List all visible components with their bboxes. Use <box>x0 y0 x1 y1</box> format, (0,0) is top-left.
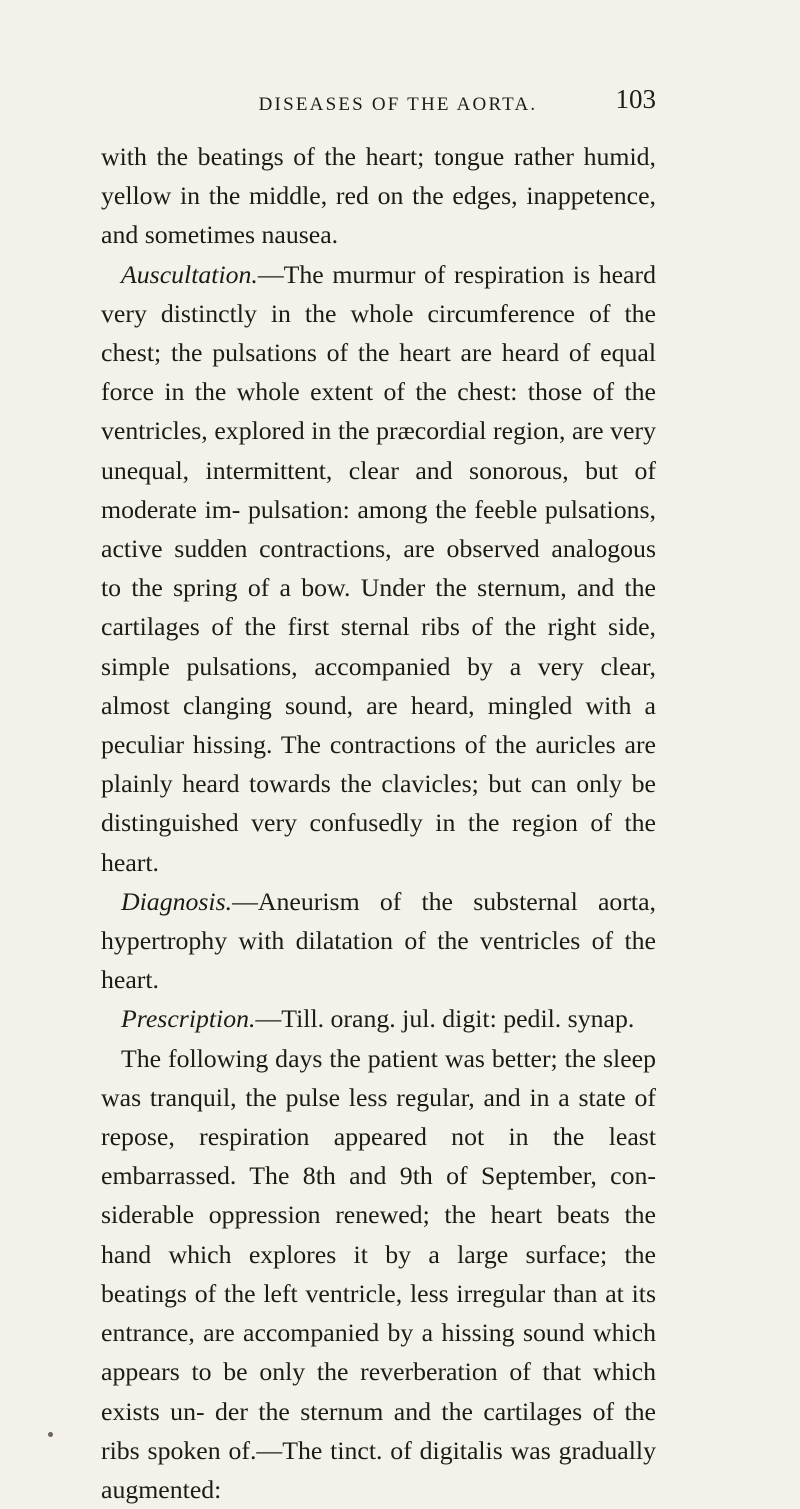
paper-speck <box>48 1432 53 1437</box>
paragraph-auscultation <box>101 255 656 882</box>
paragraph-text: —The murmur of respiration is heard very distinctly in the whole circumference of the chest; the pulsations of the heart are heard of equal force in the whole extent of the chest: those of the ventricles, explored in the præcordial region, are very unequal, intermittent, clear and sonorous, but of moderate im- pulsation: among the feeble pulsations, active sudden contractions, are observed analogous to the spring of a bow. Under the sternum, and the cartilages of the first sternal ribs of the right side, simple pulsations, accompanied by a very clear, almost clanging sound, are heard, mingled with a peculiar hissing. The contractions of the auricles are plainly heard towards the clavicles; but can only be distinguished very confusedly in the region of the heart. <box>101 259 656 877</box>
page-number: 103 <box>615 84 656 114</box>
paragraph-following-days <box>101 1039 656 1509</box>
section-lead-auscultation: Auscultation. <box>121 259 258 289</box>
paragraph-text: with the beatings of the heart; tongue rather humid, yellow in the middle, red on the edges, inappetence, and sometimes nausea. <box>101 142 656 250</box>
paragraph-continuation <box>101 137 656 255</box>
section-lead-prescription: Prescription. <box>121 1004 256 1034</box>
paragraph-text: —Aneurism of the substernal aorta, hypertrophy with dilatation of the ventricles of the heart. <box>101 886 656 995</box>
body-text <box>101 137 656 1509</box>
running-title: DISEASES OF THE AORTA. <box>258 94 538 115</box>
paragraph-text: The following days the patient was better; the sleep was tranquil, the pulse less regular, and in a state of repose, respiration appeared not in the least embarrassed. The 8th and 9th of September, con- siderable oppression renewed; the heart beats the hand which explores it by a large surface; the beatings of the left ventricle, less irregular than at its entrance, are accompanied by a hissing sound which appears to be only the reverberation of that which exists un- der the sternum and the cartilages of the ribs spoken of.—The tinct. of digitalis was gradually augmented: <box>101 1043 656 1504</box>
running-head <box>140 84 656 124</box>
paragraph-diagnosis <box>101 882 656 1000</box>
paragraph-prescription <box>101 999 656 1038</box>
section-lead-diagnosis: Diagnosis. <box>121 886 233 916</box>
paragraph-text: —Till. orang. jul. digit: pedil. synap. <box>255 1004 635 1034</box>
